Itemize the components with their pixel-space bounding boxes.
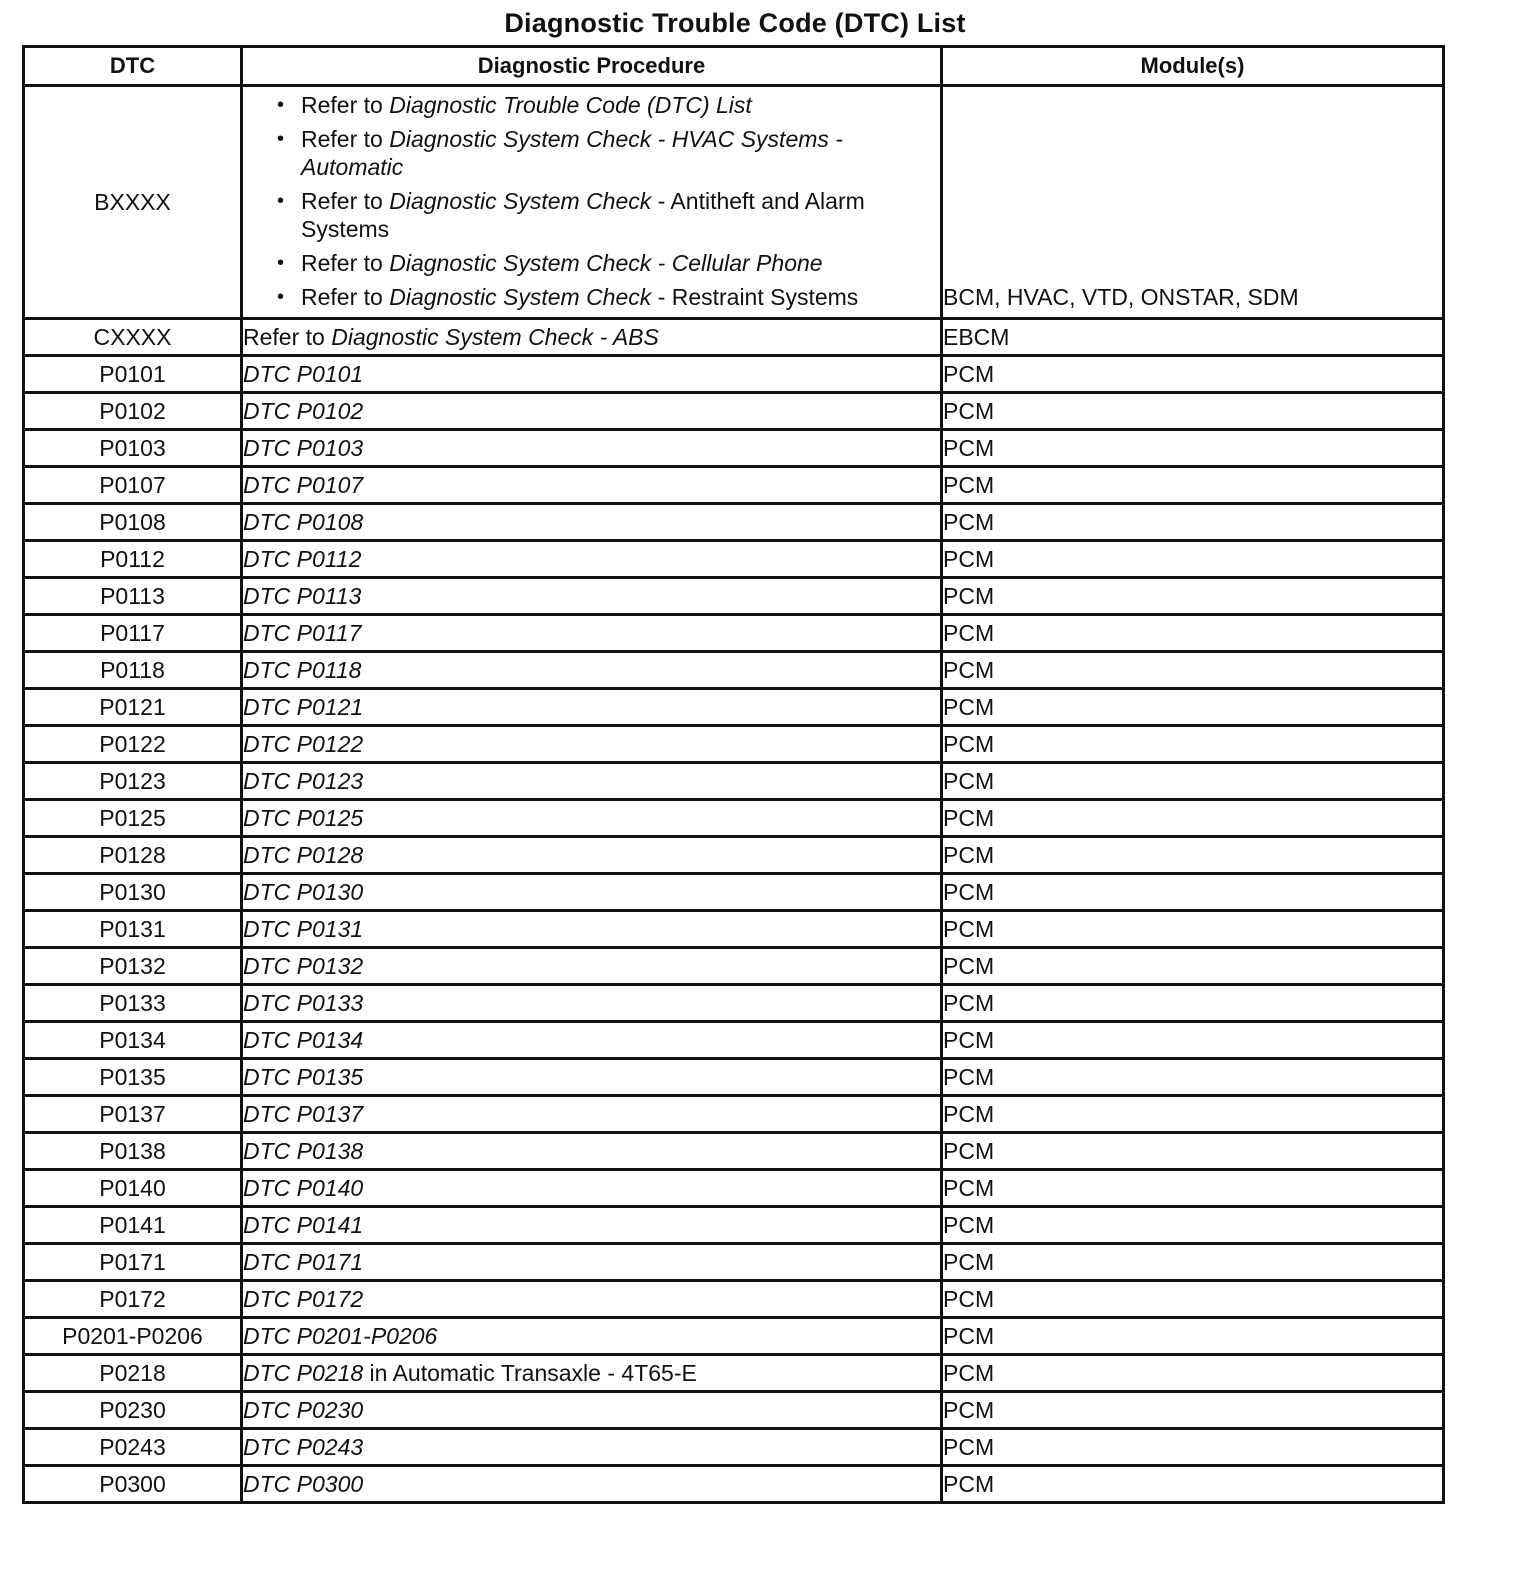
bullet-prefix: Refer to <box>301 92 390 118</box>
modules-cell: PCM <box>942 1133 1444 1170</box>
dtc-cell: P0123 <box>24 763 242 800</box>
procedure-link[interactable]: DTC P0112 <box>243 545 362 572</box>
modules-cell: EBCM <box>942 319 1444 356</box>
procedure-cell <box>242 948 942 985</box>
procedure-link[interactable]: DTC P0101 <box>243 360 364 387</box>
dtc-cell: P0102 <box>24 393 242 430</box>
dtc-cell: P0101 <box>24 356 242 393</box>
procedure-bullet <box>301 249 940 277</box>
procedure-link[interactable]: DTC P0131 <box>243 915 364 942</box>
dtc-cell: P0107 <box>24 467 242 504</box>
procedure-link[interactable]: DTC P0103 <box>243 434 364 461</box>
procedure-link[interactable]: Diagnostic System Check - ABS <box>331 323 659 350</box>
procedure-link[interactable]: DTC P0133 <box>243 989 364 1016</box>
table-row <box>24 1207 1444 1244</box>
table-row <box>24 726 1444 763</box>
table-row <box>24 504 1444 541</box>
modules-cell: PCM <box>942 356 1444 393</box>
procedure-bullet <box>301 283 940 311</box>
procedure-link[interactable]: DTC P0108 <box>243 508 364 535</box>
modules-cell: PCM <box>942 948 1444 985</box>
modules-cell: PCM <box>942 726 1444 763</box>
procedure-link[interactable]: DTC P0128 <box>243 841 364 868</box>
procedure-link[interactable]: DTC P0121 <box>243 693 364 720</box>
procedure-link[interactable]: DTC P0201-P0206 <box>243 1322 438 1349</box>
dtc-cell: P0121 <box>24 689 242 726</box>
procedure-bullet <box>301 91 940 119</box>
procedure-link[interactable]: Diagnostic Trouble Code (DTC) List <box>389 92 752 118</box>
dtc-cell: P0230 <box>24 1392 242 1429</box>
procedure-link[interactable]: DTC P0137 <box>243 1100 364 1127</box>
table-row <box>24 1466 1444 1503</box>
table-row <box>24 1318 1444 1355</box>
table-row <box>24 1096 1444 1133</box>
dtc-cell: P0171 <box>24 1244 242 1281</box>
procedure-cell <box>242 1281 942 1318</box>
procedure-cell <box>242 1059 942 1096</box>
procedure-cell <box>242 1207 942 1244</box>
dtc-cell: P0122 <box>24 726 242 763</box>
modules-cell: PCM <box>942 763 1444 800</box>
modules-cell: PCM <box>942 1429 1444 1466</box>
procedure-bullet-list <box>243 91 940 311</box>
table-row <box>24 1022 1444 1059</box>
table-row-bxxxx <box>24 86 1444 319</box>
table-row-cxxxx <box>24 319 1444 356</box>
procedure-link[interactable]: Diagnostic System Check <box>389 284 652 310</box>
procedure-link[interactable]: Diagnostic System Check - HVAC Systems - Automatic <box>301 126 843 180</box>
procedure-cell <box>242 1355 942 1392</box>
column-header-procedure: Diagnostic Procedure <box>242 47 942 86</box>
table-row <box>24 874 1444 911</box>
procedure-link[interactable]: DTC P0102 <box>243 397 364 424</box>
procedure-link[interactable]: DTC P0141 <box>243 1211 364 1238</box>
modules-cell: PCM <box>942 430 1444 467</box>
procedure-link[interactable]: DTC P0125 <box>243 804 364 831</box>
procedure-cell <box>242 578 942 615</box>
procedure-link[interactable]: DTC P0122 <box>243 730 364 757</box>
table-row <box>24 578 1444 615</box>
modules-cell: PCM <box>942 689 1444 726</box>
procedure-link[interactable]: DTC P0113 <box>243 582 362 609</box>
procedure-cell <box>242 837 942 874</box>
table-row <box>24 356 1444 393</box>
table-row <box>24 1281 1444 1318</box>
dtc-cell: P0118 <box>24 652 242 689</box>
dtc-cell: P0300 <box>24 1466 242 1503</box>
procedure-cell <box>242 1318 942 1355</box>
procedure-cell <box>242 1466 942 1503</box>
column-header-dtc: DTC <box>24 47 242 86</box>
procedure-link[interactable]: DTC P0132 <box>243 952 364 979</box>
dtc-cell: P0140 <box>24 1170 242 1207</box>
procedure-cell <box>242 1429 942 1466</box>
modules-cell: PCM <box>942 874 1444 911</box>
procedure-cell <box>242 467 942 504</box>
table-row <box>24 1429 1444 1466</box>
modules-cell: PCM <box>942 615 1444 652</box>
table-row <box>24 1059 1444 1096</box>
modules-cell: PCM <box>942 1170 1444 1207</box>
procedure-cell <box>242 800 942 837</box>
modules-cell: PCM <box>942 578 1444 615</box>
procedure-link[interactable]: DTC P0230 <box>243 1396 364 1423</box>
procedure-cell <box>242 1022 942 1059</box>
procedure-bullet <box>301 125 940 181</box>
procedure-cell <box>242 652 942 689</box>
table-row <box>24 763 1444 800</box>
modules-cell: PCM <box>942 837 1444 874</box>
table-row <box>24 948 1444 985</box>
dtc-cell: P0125 <box>24 800 242 837</box>
table-row <box>24 1244 1444 1281</box>
dtc-cell: P0218 <box>24 1355 242 1392</box>
table-row <box>24 800 1444 837</box>
dtc-cell: P0133 <box>24 985 242 1022</box>
table-row <box>24 430 1444 467</box>
modules-cell: PCM <box>942 1244 1444 1281</box>
procedure-link[interactable]: DTC P0135 <box>243 1063 364 1090</box>
dtc-table <box>22 45 1445 1504</box>
procedure-link[interactable]: DTC P0107 <box>243 471 364 498</box>
dtc-cell: CXXXX <box>24 319 242 356</box>
procedure-suffix: in Automatic Transaxle - 4T65-E <box>363 1359 697 1386</box>
procedure-bullet <box>301 187 940 243</box>
dtc-cell: P0141 <box>24 1207 242 1244</box>
table-row <box>24 1392 1444 1429</box>
modules-cell: PCM <box>942 1466 1444 1503</box>
dtc-cell: P0113 <box>24 578 242 615</box>
table-row <box>24 689 1444 726</box>
procedure-cell <box>242 874 942 911</box>
dtc-cell: P0117 <box>24 615 242 652</box>
modules-cell: PCM <box>942 1392 1444 1429</box>
table-row <box>24 985 1444 1022</box>
procedure-cell <box>242 86 942 319</box>
table-row <box>24 837 1444 874</box>
procedure-cell <box>242 356 942 393</box>
modules-cell: PCM <box>942 467 1444 504</box>
dtc-cell: P0128 <box>24 837 242 874</box>
procedure-cell <box>242 615 942 652</box>
table-row <box>24 1170 1444 1207</box>
table-row <box>24 615 1444 652</box>
dtc-cell: P0108 <box>24 504 242 541</box>
modules-cell: PCM <box>942 1022 1444 1059</box>
procedure-link[interactable]: DTC P0118 <box>243 656 362 683</box>
bullet-suffix: - Antitheft and Alarm Systems <box>301 188 865 242</box>
procedure-cell <box>242 911 942 948</box>
table-row <box>24 393 1444 430</box>
procedure-link[interactable]: DTC P0117 <box>243 619 362 646</box>
procedure-link[interactable]: DTC P0134 <box>243 1026 364 1053</box>
dtc-cell: P0103 <box>24 430 242 467</box>
procedure-link[interactable]: DTC P0138 <box>243 1137 364 1164</box>
table-row <box>24 1133 1444 1170</box>
page-title: Diagnostic Trouble Code (DTC) List <box>504 8 966 38</box>
procedure-link[interactable]: DTC P0130 <box>243 878 364 905</box>
dtc-cell: P0131 <box>24 911 242 948</box>
table-row <box>24 467 1444 504</box>
table-row <box>24 652 1444 689</box>
modules-cell: PCM <box>942 1096 1444 1133</box>
dtc-cell: P0243 <box>24 1429 242 1466</box>
table-row <box>24 541 1444 578</box>
bullet-prefix: Refer to <box>301 250 390 276</box>
procedure-cell <box>242 1170 942 1207</box>
procedure-link[interactable]: DTC P0123 <box>243 767 364 794</box>
procedure-cell <box>242 689 942 726</box>
procedure-cell <box>242 319 942 356</box>
procedure-prefix: Refer to <box>243 323 332 350</box>
procedure-cell <box>242 504 942 541</box>
bullet-prefix: Refer to <box>301 188 390 214</box>
procedure-link[interactable]: DTC P0243 <box>243 1433 364 1460</box>
procedure-cell <box>242 1244 942 1281</box>
modules-cell: PCM <box>942 393 1444 430</box>
dtc-cell: P0137 <box>24 1096 242 1133</box>
dtc-cell: P0172 <box>24 1281 242 1318</box>
procedure-cell <box>242 393 942 430</box>
modules-cell: PCM <box>942 504 1444 541</box>
table-header-row <box>24 47 1444 86</box>
dtc-cell: P0201-P0206 <box>24 1318 242 1355</box>
procedure-cell <box>242 726 942 763</box>
dtc-cell: P0112 <box>24 541 242 578</box>
modules-cell: PCM <box>942 1318 1444 1355</box>
modules-cell: PCM <box>942 1207 1444 1244</box>
dtc-cell: P0134 <box>24 1022 242 1059</box>
procedure-link[interactable]: DTC P0218 <box>243 1359 364 1386</box>
column-header-modules: Module(s) <box>942 47 1444 86</box>
modules-cell: PCM <box>942 1355 1444 1392</box>
procedure-link[interactable]: Diagnostic System Check <box>389 188 652 214</box>
modules-cell: PCM <box>942 1281 1444 1318</box>
procedure-link[interactable]: Diagnostic System Check - Cellular Phone <box>389 250 823 276</box>
dtc-cell: P0130 <box>24 874 242 911</box>
modules-cell: PCM <box>942 1059 1444 1096</box>
procedure-cell <box>242 1133 942 1170</box>
modules-cell: PCM <box>942 541 1444 578</box>
procedure-cell <box>242 763 942 800</box>
dtc-cell: P0132 <box>24 948 242 985</box>
procedure-cell <box>242 1392 942 1429</box>
procedure-link[interactable]: DTC P0300 <box>243 1470 364 1497</box>
procedure-cell <box>242 1096 942 1133</box>
bullet-suffix: - Restraint Systems <box>651 284 859 310</box>
dtc-cell: P0138 <box>24 1133 242 1170</box>
procedure-cell <box>242 541 942 578</box>
bullet-prefix: Refer to <box>301 126 390 152</box>
dtc-cell: BXXXX <box>24 86 242 319</box>
procedure-link[interactable]: DTC P0172 <box>243 1285 364 1312</box>
bullet-prefix: Refer to <box>301 284 390 310</box>
procedure-link[interactable]: DTC P0171 <box>243 1248 364 1275</box>
table-row <box>24 1355 1444 1392</box>
modules-cell: PCM <box>942 911 1444 948</box>
modules-cell: PCM <box>942 800 1444 837</box>
dtc-cell: P0135 <box>24 1059 242 1096</box>
procedure-link[interactable]: DTC P0140 <box>243 1174 364 1201</box>
modules-cell: PCM <box>942 985 1444 1022</box>
procedure-cell <box>242 985 942 1022</box>
procedure-cell <box>242 430 942 467</box>
table-row <box>24 911 1444 948</box>
modules-cell: PCM <box>942 652 1444 689</box>
modules-cell: BCM, HVAC, VTD, ONSTAR, SDM <box>942 86 1444 319</box>
